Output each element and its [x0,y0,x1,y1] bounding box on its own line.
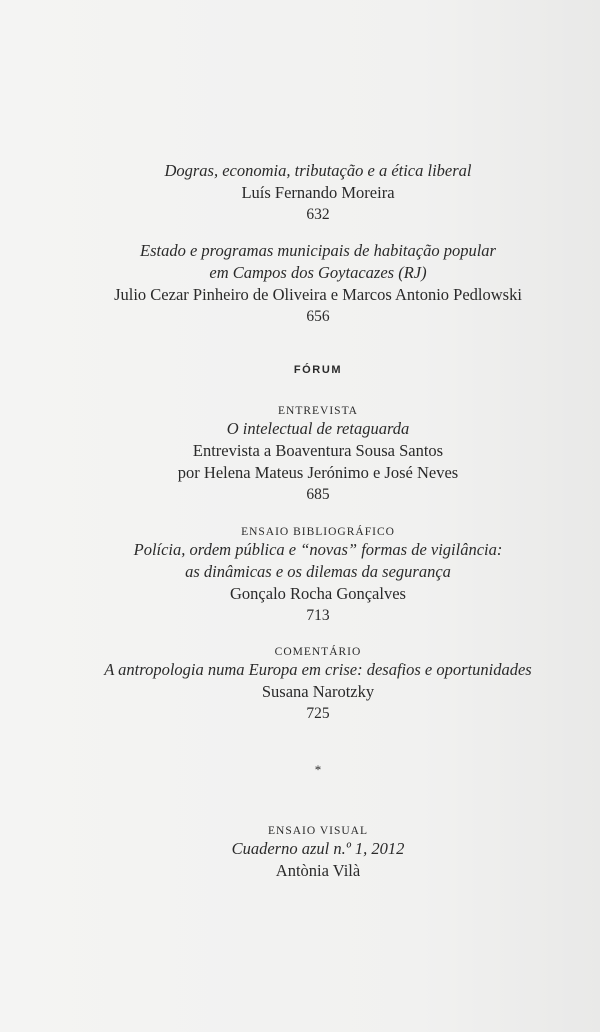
entry-page-number: 656 [306,308,330,325]
entry-page-number: 713 [306,607,330,624]
asterisk-separator: * [314,762,322,777]
section-heading-forum: FÓRUM [293,364,343,376]
entry-title: Cuaderno azul n.º 1, 2012 [231,839,405,858]
entry-title: A antropologia numa Europa em crise: desafios e oportunidades [104,660,532,679]
entry-author: Antònia Vilà [275,861,361,880]
entry-author: por Helena Mateus Jerónimo e José Neves [177,463,459,482]
section-label-ensaio-bibliografico: ENSAIO BIBLIOGRÁFICO [241,526,395,538]
entry-author: Susana Narotzky [261,682,375,701]
section-label-entrevista: ENTREVISTA [278,405,358,417]
entry-author: Gonçalo Rocha Gonçalves [230,584,406,603]
entry-page-number: 632 [306,206,330,223]
section-label-ensaio-visual: ENSAIO VISUAL [268,825,368,837]
entry-author: Luís Fernando Moreira [241,183,395,202]
section-label-comentario: COMENTÁRIO [274,646,362,658]
entry-title: as dinâmicas e os dilemas da segurança [185,562,451,581]
entry-page-number: 685 [306,486,330,503]
entry-subtitle: Entrevista a Boaventura Sousa Santos [192,441,444,460]
entry-title: Dogras, economia, tributação e a ética liberal [164,161,472,180]
entry-title: em Campos dos Goytacazes (RJ) [209,263,427,282]
entry-title: Estado e programas municipais de habitação popular [140,241,496,260]
entry-page-number: 725 [306,705,330,722]
entry-title: O intelectual de retaguarda [226,419,410,438]
entry-author: Julio Cezar Pinheiro de Oliveira e Marcos Antonio Pedlowski [114,285,522,304]
entry-title: Polícia, ordem pública e “novas” formas de vigilância: [133,540,503,559]
